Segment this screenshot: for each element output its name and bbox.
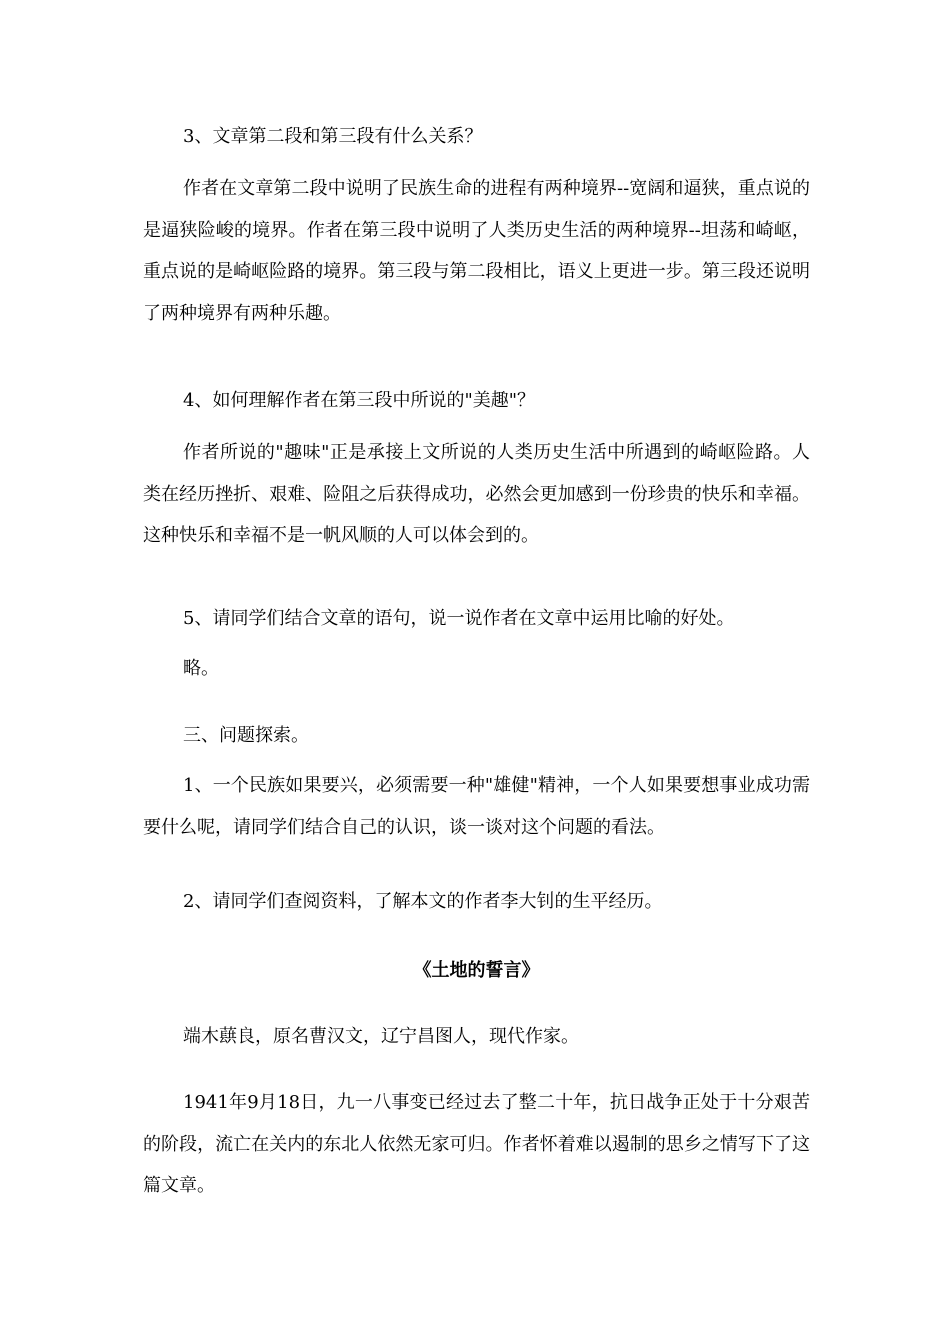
question-5: 5、请同学们结合文章的语句，说一说作者在文章中运用比喻的好处。	[183, 608, 735, 629]
question-4: 4、如何理解作者在第三段中所说的"美趣"？	[183, 390, 536, 411]
author-intro: 端木蕻良，原名曹汉文，辽宁昌图人，现代作家。	[183, 1026, 579, 1047]
answer-3: 作者在文章第二段中说明了民族生命的进程有两种境界--宽阔和逼狭，重点说的是逼狭险峻的境界。作者在第三段中说明了人类历史生活的两种境界--坦荡和崎岖，重点说的是崎岖险路的境界。第三段与第二段相比，语义上更进一步。第三段还说明了两种境界有两种乐趣。	[143, 178, 810, 324]
answer-5: 略。	[183, 658, 219, 679]
answer-4: 作者所说的"趣味"正是承接上文所说的人类历史生活中所遇到的崎岖险路。人类在经历挫折、艰难、险阻之后获得成功，必然会更加感到一份珍贵的快乐和幸福。这种快乐和幸福不是一帆风顺的人可以体会到的。	[143, 442, 810, 546]
explore-question-2: 2、请同学们查阅资料，了解本文的作者李大钊的生平经历。	[183, 891, 663, 912]
background-paragraph: 1941年9月18日，九一八事变已经过去了整二十年，抗日战争正处于十分艰苦的阶段，流亡在关内的东北人依然无家可归。作者怀着难以遏制的思乡之情写下了这篇文章。	[143, 1092, 810, 1196]
section-heading-problem-explore: 三、问题探索。	[183, 725, 309, 746]
explore-question-1: 1、一个民族如果要兴，必须需要一种"雄健"精神，一个人如果要想事业成功需要什么呢，请同学们结合自己的认识，谈一谈对这个问题的看法。	[143, 775, 810, 838]
question-3: 3、文章第二段和第三段有什么关系？	[183, 126, 483, 147]
lesson-title: 《土地的誓言》	[413, 960, 540, 981]
